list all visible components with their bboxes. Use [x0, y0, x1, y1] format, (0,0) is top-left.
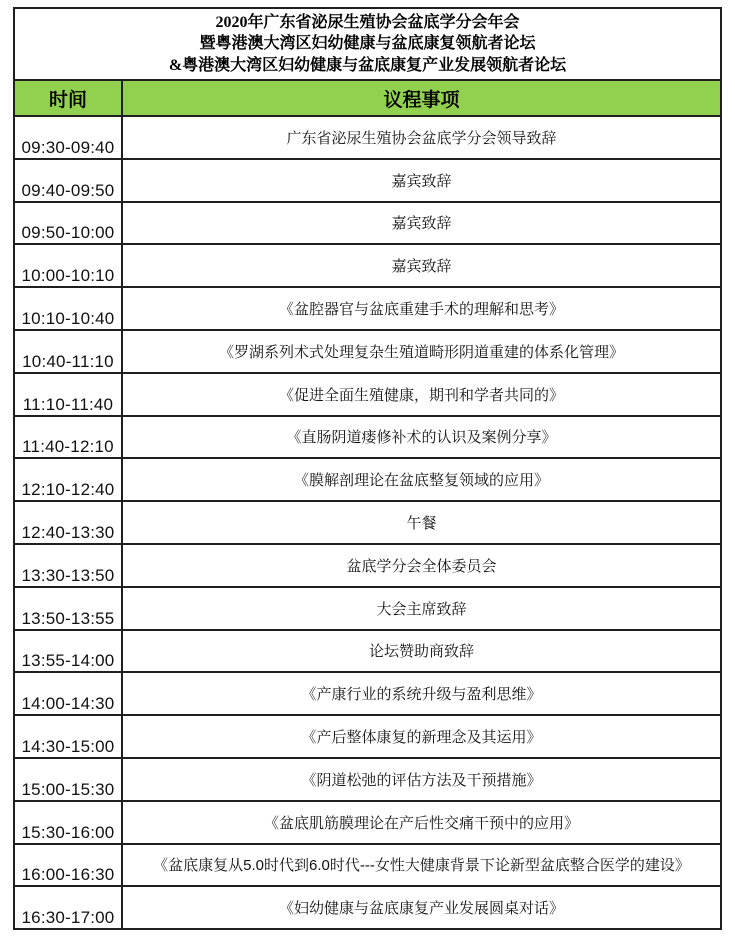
schedule-row — [14, 758, 721, 801]
time-cell: 11:40-12:10 — [14, 416, 122, 459]
time-cell: 12:10-12:40 — [14, 458, 122, 501]
schedule-row — [14, 202, 721, 245]
agenda-cell: 论坛赞助商致辞 — [122, 630, 721, 673]
agenda-cell: 大会主席致辞 — [122, 587, 721, 630]
time-cell: 13:50-13:55 — [14, 587, 122, 630]
agenda-cell: 《妇幼健康与盆底康复产业发展圆桌对话》 — [122, 886, 721, 929]
schedule-row — [14, 159, 721, 202]
time-cell: 10:40-11:10 — [14, 330, 122, 373]
time-cell: 14:00-14:30 — [14, 672, 122, 715]
schedule-table — [13, 7, 722, 930]
time-cell: 10:10-10:40 — [14, 287, 122, 330]
schedule-row — [14, 458, 721, 501]
title-line-1: 2020年广东省泌尿生殖协会盆底学分会年会 — [215, 13, 520, 31]
schedule-row — [14, 587, 721, 630]
schedule-row — [14, 715, 721, 758]
time-cell: 12:40-13:30 — [14, 501, 122, 544]
schedule-row — [14, 416, 721, 459]
agenda-cell: 盆底学分会全体委员会 — [122, 544, 721, 587]
time-cell: 10:00-10:10 — [14, 244, 122, 287]
schedule-row — [14, 672, 721, 715]
title-line-3: &粤港澳大湾区妇幼健康与盆底康复产业发展领航者论坛 — [168, 56, 567, 74]
schedule-row — [14, 501, 721, 544]
agenda-cell: 《膜解剖理论在盆底整复领域的应用》 — [122, 458, 721, 501]
title-row — [14, 8, 721, 80]
agenda-cell: 嘉宾致辞 — [122, 244, 721, 287]
agenda-cell: 《盆底肌筋膜理论在产后性交痛干预中的应用》 — [122, 801, 721, 844]
agenda-cell: 嘉宾致辞 — [122, 159, 721, 202]
schedule-row — [14, 244, 721, 287]
time-cell: 15:30-16:00 — [14, 801, 122, 844]
agenda-column-header: 议程事项 — [122, 80, 721, 116]
time-cell: 09:50-10:00 — [14, 202, 122, 245]
time-cell: 11:10-11:40 — [14, 373, 122, 416]
schedule-row — [14, 801, 721, 844]
agenda-cell: 《盆腔器官与盆底重建手术的理解和思考》 — [122, 287, 721, 330]
conference-title — [14, 8, 721, 80]
agenda-cell: 《罗湖系列术式处理复杂生殖道畸形阴道重建的体系化管理》 — [122, 330, 721, 373]
time-cell: 09:40-09:50 — [14, 159, 122, 202]
agenda-cell: 《产后整体康复的新理念及其运用》 — [122, 715, 721, 758]
agenda-cell: 《盆底康复从5.0时代到6.0时代---女性大健康背景下论新型盆底整合医学的建设》 — [122, 844, 721, 887]
schedule-row — [14, 886, 721, 929]
agenda-cell: 广东省泌尿生殖协会盆底学分会领导致辞 — [122, 116, 721, 159]
schedule-row — [14, 544, 721, 587]
time-cell: 14:30-15:00 — [14, 715, 122, 758]
table-header-row — [14, 80, 721, 116]
schedule-row — [14, 844, 721, 887]
agenda-cell: 嘉宾致辞 — [122, 202, 721, 245]
schedule-row — [14, 630, 721, 673]
schedule-row — [14, 116, 721, 159]
time-cell: 13:55-14:00 — [14, 630, 122, 673]
agenda-cell: 午餐 — [122, 501, 721, 544]
agenda-cell: 《直肠阴道瘘修补术的认识及案例分享》 — [122, 416, 721, 459]
agenda-cell: 《产康行业的系统升级与盈利思维》 — [122, 672, 721, 715]
time-cell: 16:30-17:00 — [14, 886, 122, 929]
title-line-2: 暨粤港澳大湾区妇幼健康与盆底康复领航者论坛 — [199, 35, 536, 53]
time-cell: 16:00-16:30 — [14, 844, 122, 887]
time-cell: 09:30-09:40 — [14, 116, 122, 159]
schedule-row — [14, 373, 721, 416]
agenda-cell: 《促进全面生殖健康，期刊和学者共同的》 — [122, 373, 721, 416]
schedule-row — [14, 330, 721, 373]
schedule-row — [14, 287, 721, 330]
time-column-header: 时间 — [14, 80, 122, 116]
agenda-cell: 《阴道松弛的评估方法及干预措施》 — [122, 758, 721, 801]
time-cell: 15:00-15:30 — [14, 758, 122, 801]
time-cell: 13:30-13:50 — [14, 544, 122, 587]
